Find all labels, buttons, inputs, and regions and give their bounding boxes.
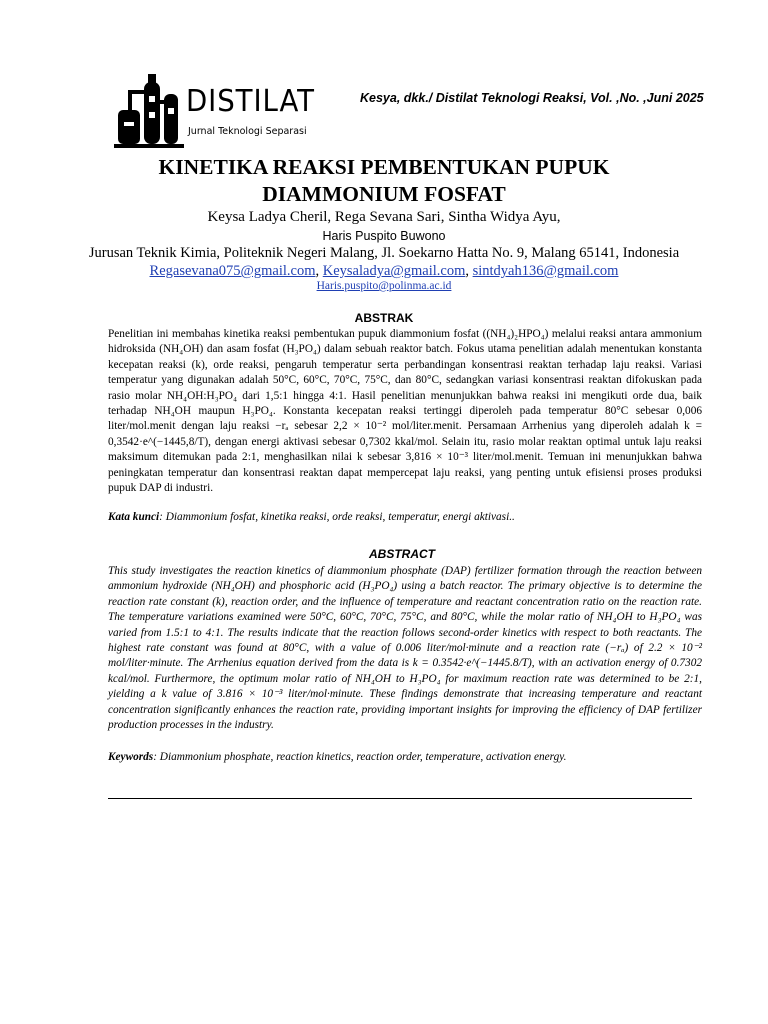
paper-title xyxy=(90,154,678,208)
abstrak-body: Penelitian ini membahas kinetika reaksi pembentukan pupuk diammonium fosfat ((NH₄)₂HPO₄) melalui reaksi antara ammonium hidroksida (NH₄OH) dan asam fosfat (H₃PO₄) dalam sebuah reaktor batch. Fokus utama penelitian adalah menentukan konstanta kecepatan reaksi (k), orde reaksi, pengaruh temperatur serta perbandingan konsentrasi reaktan terhadap laju reaksi. Variasi temperatur yang digunakan adalah 50°C, 60°C, 70°C, 75°C, dan 80°C, sedangkan variasi konsentrasi reaktan difokuskan pada rasio molar NH₄OH:H₃PO₄ dari 1,5:1 hingga 4:1. Hasil penelitian menunjukkan bahwa reaksi ini mengikuti orde dua, baik terhadap NH₄OH maupun H₃PO₄. Konstanta kecepatan reaksi tertinggi diperoleh pada temperatur 80°C sebesar 0,006 liter/mol.menit dengan laju reaksi −rₐ sebesar 2,2 × 10⁻² mol/liter.menit. Persamaan Arrhenius yang diperoleh adalah k = 0,3542·e^(−1445,8/T), dengan energi aktivasi sebesar 0,7302 kkal/mol. Selain itu, rasio molar reaktan optimal untuk laju reaksi maksimum ditemukan pada 2:1, menghasilkan nilai k sebesar 3,816 × 10⁻³ liter/mol.menit. Temuan ini menunjukkan bahwa peningkatan temperatur dan konsentrasi reaktan dapat mempercepat laju reaksi, yang penting untuk efisiensi proses produksi pupuk DAP di industri. xyxy=(108,328,702,495)
email-link-4[interactable]: Haris.puspito@polinma.ac.id xyxy=(316,280,452,292)
running-header: Kesya, dkk./ Distilat Teknologi Reaksi, Vol. ,No. ,Juni 2025 xyxy=(360,91,704,105)
abstrak-heading: ABSTRAK xyxy=(354,311,414,325)
email-link-1[interactable]: Regasevana075@gmail.com xyxy=(149,263,316,279)
keywords-values: : Diammonium phosphate, reaction kinetics, reaction order, temperature, activation energy. xyxy=(153,751,567,763)
affiliation: Jurusan Teknik Kimia, Politeknik Negeri Malang, Jl. Soekarno Hatta No. 9, Malang 65141, Indonesia xyxy=(88,245,680,261)
abstract-body: This study investigates the reaction kinetics of diammonium phosphate (DAP) fertilizer formation through the reaction between ammonium hydroxide (NH₄OH) and phosphoric acid (H₃PO₄) using a batch reactor. The primary objective is to determine the reaction rate constant (k), reaction order, and the influence of temperature and reactant concentration ratio on the reaction rate. The temperature variations examined were 50°C, 60°C, 70°C, 75°C, and 80°C, while the molar ratio of NH₄OH to H₃PO₄ was varied from 1.5:1 to 4:1. The results indicate that the reaction follows second-order kinetics with respect to both reactants. The highest rate constant was found at 80°C, with a value of 0.006 liter/mol·minute and a reaction rate (−rₐ) of 2.2 × 10⁻² mol/liter·minute. The Arrhenius equation derived from the data is k = 0.3542·e^(−1445.8/T), with an activation energy of 0.7302 kcal/mol. Furthermore, the optimum molar ratio of NH₄OH to H₃PO₄ for maximum reaction rate was determined to be 2:1, yielding a k value of 3.816 × 10⁻³ liter/mol·minute. These findings demonstrate that increasing temperature and reactant concentration significantly enhances the reaction rate, providing important insights for improving the efficiency of DAP fertilizer production processes in the industry. xyxy=(108,565,702,732)
distillation-column-icon xyxy=(114,72,186,148)
kata-kunci xyxy=(108,511,702,523)
author-list-continued: Haris Puspito Buwono xyxy=(322,229,446,243)
journal-logo xyxy=(114,72,315,148)
email-link-2[interactable]: Keysaladya@gmail.com xyxy=(322,263,466,279)
email-list xyxy=(60,263,708,280)
email-link-3[interactable]: sintdyah136@gmail.com xyxy=(472,263,619,279)
title-line-1: KINETIKA REAKSI PEMBENTUKAN PUPUK xyxy=(158,155,610,179)
keywords-label: Keywords xyxy=(108,751,154,763)
title-line-2: DIAMMONIUM FOSFAT xyxy=(262,182,506,206)
logo-subtitle: Jurnal Teknologi Separasi xyxy=(188,126,307,137)
kata-kunci-label: Kata kunci xyxy=(108,511,160,523)
email-list-continued xyxy=(60,280,708,292)
email-separator: , xyxy=(315,263,323,279)
abstract-heading: ABSTRACT xyxy=(369,547,435,561)
section-divider xyxy=(108,798,692,799)
kata-kunci-values: : Diammonium fosfat, kinetika reaksi, orde reaksi, temperatur, energi aktivasi.. xyxy=(159,511,515,523)
email-separator: , xyxy=(465,263,473,279)
logo-name: DISTILAT xyxy=(186,84,315,119)
keywords xyxy=(108,751,702,763)
author-list: Keysa Ladya Cheril, Rega Sevana Sari, Sintha Widya Ayu, xyxy=(207,209,561,225)
